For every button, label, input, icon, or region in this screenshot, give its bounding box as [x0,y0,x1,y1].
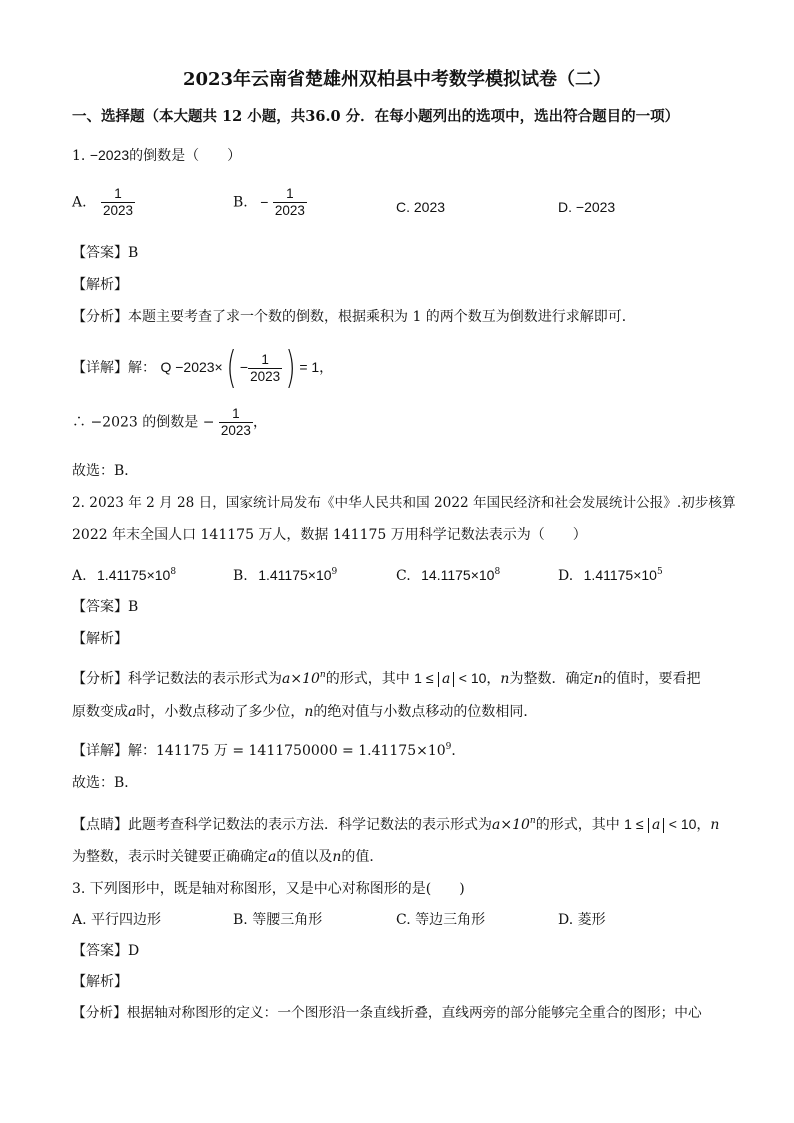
q1-option-b [233,186,307,219]
q1-number: 1. [72,148,86,164]
detail-expression: Q −2023× [160,359,223,375]
text: 的形式，其中 [535,817,620,833]
q3-answer: 【答案】D [72,943,140,959]
q2-option-c [396,563,500,585]
q2-answer: 【答案】B [72,599,139,615]
exponent: 8 [170,567,177,577]
text: 的绝对值与小数点移动的位数相同． [313,704,538,720]
q3-option-d: D. 菱形 [558,912,606,928]
q3-option-a: A. 平行四边形 [72,912,162,928]
option-label: A. [72,194,87,211]
q2-analysis-line1 [72,666,700,688]
variable: n [500,671,510,687]
text: 的值时，要看把 [602,671,701,687]
q3-option-b: B. 等腰三角形 [233,912,323,928]
q1-stem-math: −2023 [89,147,130,163]
text: ， [696,817,711,833]
fraction [219,406,253,439]
q2-stem-line1: 2. 2023 年 2 月 28 日，国家统计局发布《中华人民共和国 2022 年国民经济和社会发展统计公报》.初步核算 [72,495,736,511]
variable: a [268,849,277,865]
therefore-text: ∴ −2023 的倒数是 − [72,414,215,431]
text: 的形式，其中 [325,671,410,687]
fraction [248,352,282,385]
punctuation: ， [252,414,267,431]
option-label: C. [396,568,411,584]
option-value: 14.1175×10 [421,567,495,583]
exponent: 5 [656,567,663,577]
exponent: n [529,816,536,826]
left-paren: ( [226,342,237,393]
inequality-right: < 10 [458,670,487,686]
detail-label: 【详解】解： [72,360,156,376]
q3-analysis-heading: 【解析】 [72,974,128,990]
variable: a [128,704,137,720]
inequality-left: 1 ≤ [414,670,434,686]
q2-analysis-heading: 【解析】 [72,631,128,647]
exponent: 9 [331,567,338,577]
text: ． [451,743,466,759]
option-label: D. [558,568,574,584]
text: 为整数，表示时关键要正确确定 [72,849,268,865]
q3-analysis-text: 【分析】根据轴对称图形的定义：一个图形沿一条直线折叠，直线两旁的部分能够完全重合的图形；中心 [72,1005,702,1021]
section-heading: 一、选择题（本大题共 12 小题，共36.0 分．在每小题列出的选项中，选出符合题目的一项） [72,108,680,125]
q1-answer: 【答案】B [72,245,139,261]
minus-sign: − [239,359,249,375]
variable: n [593,671,603,687]
fraction [101,186,135,219]
text: 原数变成 [72,704,128,720]
q1-option-c: C. 2023 [396,199,446,215]
text: 【详解】解：141175 万 = 1411750000 = 1.41175×10 [72,743,446,759]
formula: a×10 [492,817,530,833]
absolute-value: a [438,672,454,687]
q2-comment-line1 [72,812,719,834]
inequality-left: 1 ≤ [624,816,644,832]
q1-detail [72,342,334,393]
option-value: 1.41175×10 [258,567,332,583]
q1-stem-text: 的倒数是（ ） [129,148,242,164]
fraction-numerator: 1 [261,351,269,367]
q2-detail [72,738,465,760]
page-title: 2023年云南省楚雄州双柏县中考数学模拟试卷（二） [182,69,612,90]
absolute-value: a [648,818,664,833]
fraction-denominator: 2023 [274,203,305,218]
fraction-numerator: 1 [114,186,122,201]
q3-option-c: C. 等边三角形 [396,912,486,928]
exponent: 9 [445,742,452,752]
q1-analysis-heading: 【解析】 [72,277,128,293]
fraction-denominator: 2023 [250,368,281,384]
q2-stem-line2: 2022 年末全国人口 141175 万人，数据 141175 万用科学记数法表示为（ ） [72,527,587,543]
variable: n [304,704,314,720]
right-paren: ) [285,342,296,393]
fraction-numerator: 1 [232,406,240,421]
text: 时，小数点移动了多少位， [136,704,305,720]
option-label: A. [72,568,87,584]
q2-option-a [72,563,176,585]
detail-result: = 1， [299,359,334,375]
exponent: 8 [494,567,501,577]
q2-choose: 故选：B． [72,775,139,791]
fraction-denominator: 2023 [103,203,134,218]
option-value: 1.41175×10 [583,567,657,583]
text: ， [486,671,501,687]
fraction [273,186,307,219]
option-label: B. [233,568,248,584]
inequality-right: < 10 [668,816,697,832]
text: 为整数．确定 [509,671,594,687]
q1-therefore [72,406,267,439]
fraction-denominator: 2023 [220,423,251,438]
q1-option-d: D. −2023 [558,199,616,215]
formula: a×10 [282,671,320,687]
q3-stem: 3. 下列图形中，既是轴对称图形，又是中心对称图形的是( ) [72,881,465,897]
variable: n [332,849,342,865]
q1-option-a [72,186,135,219]
q1-choose: 故选：B． [72,463,139,479]
text: 的值． [341,849,384,865]
q2-analysis-line2 [72,703,537,721]
text: 【分析】科学记数法的表示形式为 [72,671,282,687]
q1-analysis-text: 【分析】本题主要考查了求一个数的倒数，根据乘积为 1 的两个数互为倒数进行求解即可． [72,309,636,325]
variable: n [710,817,720,833]
q2-comment-line2 [72,848,383,866]
q2-option-d [558,563,663,585]
text: 的值以及 [276,849,333,865]
text: 【点睛】此题考查科学记数法的表示方法．科学记数法的表示形式为 [72,817,492,833]
q1-stem [72,146,241,165]
exponent: n [319,670,326,680]
minus-sign: − [260,193,269,210]
q2-option-b [233,563,337,585]
fraction-numerator: 1 [286,186,294,201]
option-value: 1.41175×10 [97,567,171,583]
option-label: B. [233,194,248,211]
